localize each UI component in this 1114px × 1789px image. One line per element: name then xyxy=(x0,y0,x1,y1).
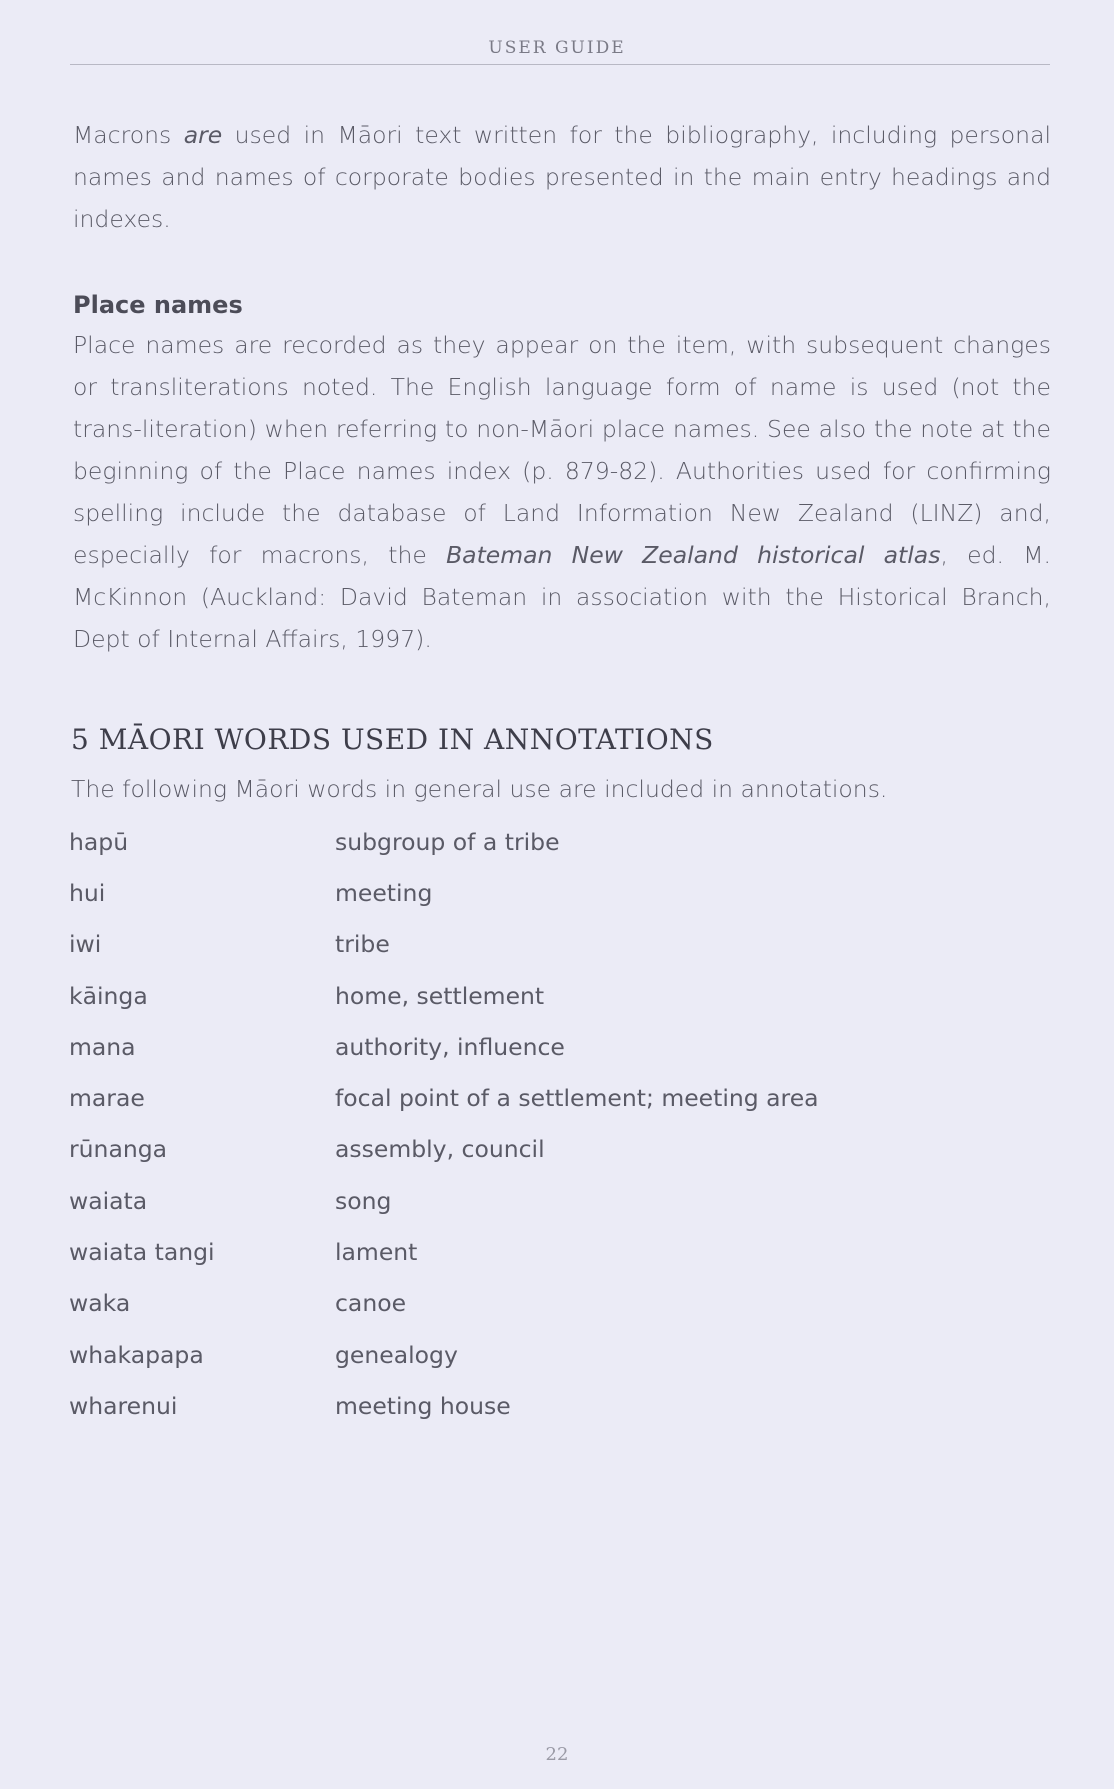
glossary-term: hapū xyxy=(69,827,129,856)
page-content xyxy=(69,114,1051,1432)
glossary-definition: meeting house xyxy=(335,1391,511,1420)
place-names-text-start: Place names are recorded as they appear on the item, with subsequent changes or transliterations noted. The English language form of name is used (not the trans-literation) when referring to non-Māori place names. See also the note at the beginning of the Place names index (p. 879-82). Authorities used for confirming spelling include the database of Land Information New Zealand (LINZ) and, especially for macrons, the xyxy=(73,331,1051,569)
place-names-text-end: , ed. M. McKinnon (Auckland: David Bateman in association with the Historical Branch, Dept of Internal Affairs, 1997). xyxy=(73,541,1051,653)
glossary-term: waiata tangi xyxy=(69,1238,215,1267)
glossary-row xyxy=(69,1226,819,1277)
section-5-heading: 5 MĀORI WORDS USED IN ANNOTATIONS xyxy=(71,723,714,756)
glossary-term: rūnanga xyxy=(69,1135,168,1164)
glossary-term: waka xyxy=(69,1289,131,1318)
place-names-paragraph xyxy=(73,324,1051,660)
glossary-row xyxy=(69,1380,819,1431)
glossary-term: waiata xyxy=(69,1186,148,1215)
glossary-term: mana xyxy=(69,1032,136,1061)
glossary-definition: tribe xyxy=(335,930,390,959)
glossary-row xyxy=(69,970,819,1021)
glossary-term: hui xyxy=(69,878,106,907)
glossary-row xyxy=(69,1072,819,1123)
glossary-definition: assembly, council xyxy=(335,1135,545,1164)
glossary-definition: home, settlement xyxy=(335,981,545,1010)
macrons-text-start: Macrons xyxy=(73,121,184,149)
glossary-definition: song xyxy=(335,1186,392,1215)
glossary-row xyxy=(69,1329,819,1380)
glossary-term: marae xyxy=(69,1084,145,1113)
macrons-text-end: used in Māori text written for the bibliography, including personal names and names of corporate bodies presented in the main entry headings and indexes. xyxy=(73,121,1051,233)
glossary-definition: authority, influence xyxy=(335,1032,565,1061)
atlas-title: Bateman New Zealand historical atlas xyxy=(446,541,941,569)
glossary-row xyxy=(69,919,819,970)
glossary-term: kāinga xyxy=(69,981,148,1010)
header-rule xyxy=(70,64,1050,65)
glossary-definition: subgroup of a tribe xyxy=(335,827,560,856)
glossary-row xyxy=(69,1021,819,1072)
glossary-intro: The following Māori words in general use are included in annotations. xyxy=(71,775,888,803)
page-number: 22 xyxy=(545,1744,569,1765)
glossary-body xyxy=(69,816,819,1432)
glossary-term: iwi xyxy=(69,930,102,959)
glossary-definition: canoe xyxy=(335,1289,407,1318)
glossary-definition: genealogy xyxy=(335,1340,458,1369)
glossary-definition: focal point of a settlement; meeting area xyxy=(335,1084,819,1113)
glossary-row xyxy=(69,867,819,918)
glossary-term: wharenui xyxy=(69,1391,178,1420)
glossary-row xyxy=(69,1278,819,1329)
glossary-row xyxy=(69,816,819,867)
glossary-definition: meeting xyxy=(335,878,433,907)
glossary-definition: lament xyxy=(335,1238,418,1267)
macrons-emphasis: are xyxy=(183,121,223,149)
maori-glossary-table xyxy=(69,816,819,1432)
running-head: USER GUIDE xyxy=(488,38,626,58)
glossary-term: whakapapa xyxy=(69,1340,204,1369)
glossary-row xyxy=(69,1175,819,1226)
place-names-heading: Place names xyxy=(73,291,243,319)
macrons-paragraph xyxy=(73,114,1051,240)
glossary-row xyxy=(69,1124,819,1175)
